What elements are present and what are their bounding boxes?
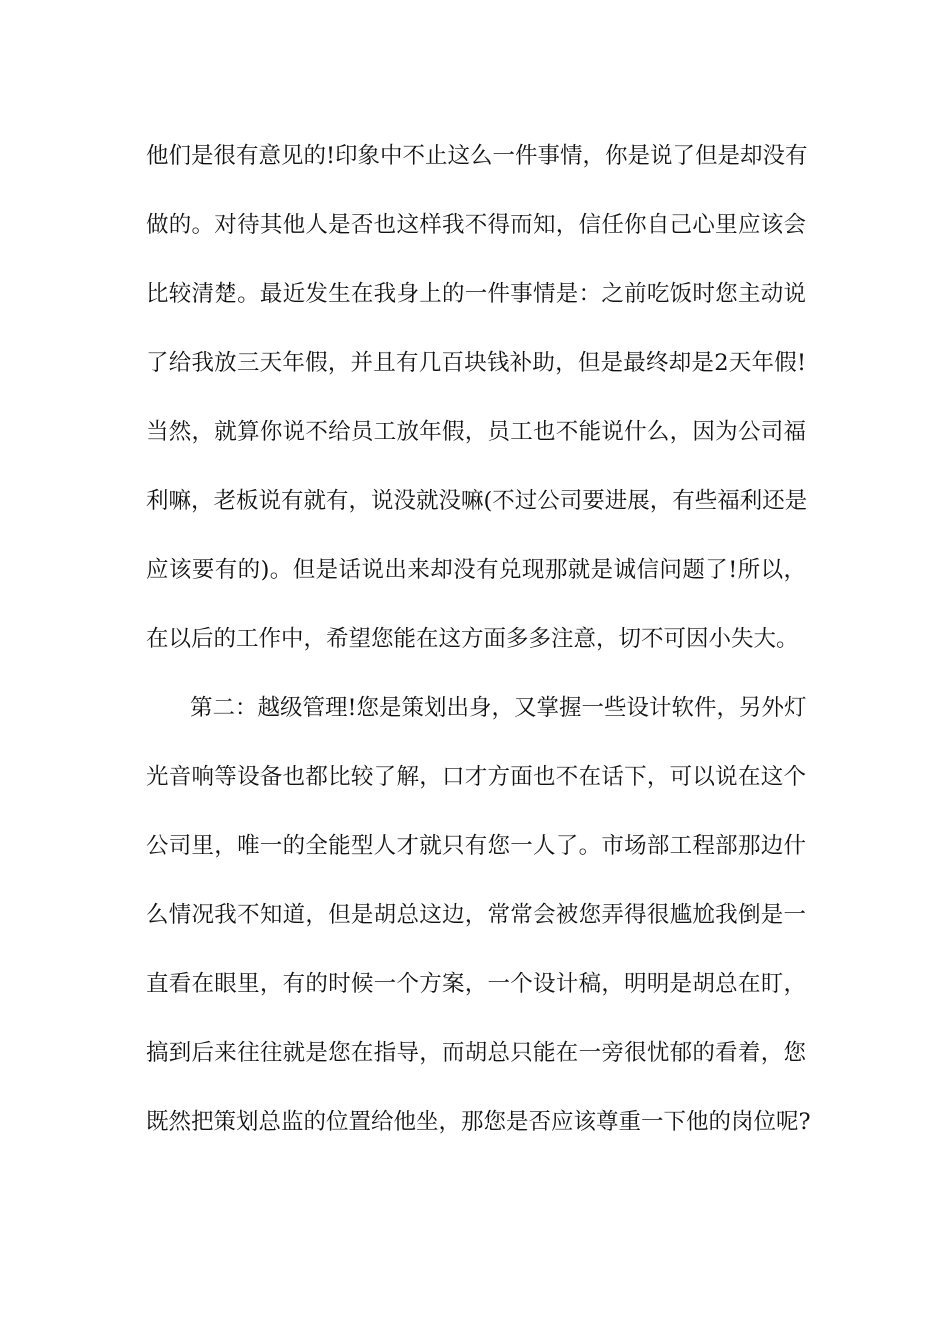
paragraph-line-6: 利嘛，老板说有就有，说没就没嘛(不过公司要进展，有些福利还是 bbox=[146, 488, 808, 514]
paragraph-line-14: 搞到后来往往就是您在指导，而胡总只能在一旁很忧郁的看着，您 bbox=[146, 1040, 806, 1066]
paragraph-line-2: 做的。对待其他人是否也这样我不得而知，信任你自己心里应该会 bbox=[146, 212, 806, 238]
paragraph-line-7: 应该要有的)。但是话说出来却没有兑现那就是诚信问题了!所以， bbox=[146, 557, 806, 583]
paragraph-line-8: 在以后的工作中，希望您能在这方面多多注意，切不可因小失大。 bbox=[146, 626, 799, 652]
paragraph-line-15: 既然把策划总监的位置给他坐，那您是否应该尊重一下他的岗位呢? bbox=[146, 1109, 811, 1135]
paragraph-line-13: 直看在眼里，有的时候一个方案，一个设计稿，明明是胡总在盯， bbox=[146, 971, 806, 997]
paragraph-line-10: 光音响等设备也都比较了解，口才方面也不在话下，可以说在这个 bbox=[146, 764, 806, 790]
paragraph-line-1: 他们是很有意见的!印象中不止这么一件事情，你是说了但是却没有 bbox=[146, 143, 808, 169]
paragraph-line-11: 公司里，唯一的全能型人才就只有您一人了。市场部工程部那边什 bbox=[146, 833, 806, 859]
paragraph-line-3: 比较清楚。最近发生在我身上的一件事情是：之前吃饭时您主动说 bbox=[146, 281, 806, 307]
paragraph-line-9: 第二：越级管理!您是策划出身，又掌握一些设计软件，另外灯 bbox=[190, 695, 807, 721]
paragraph-line-12: 么情况我不知道，但是胡总这边，常常会被您弄得很尴尬我倒是一 bbox=[146, 902, 806, 928]
paragraph-line-4: 了给我放三天年假，并且有几百块钱补助，但是最终却是2天年假! bbox=[146, 350, 806, 376]
paragraph-line-5: 当然，就算你说不给员工放年假，员工也不能说什么，因为公司福 bbox=[146, 419, 806, 445]
